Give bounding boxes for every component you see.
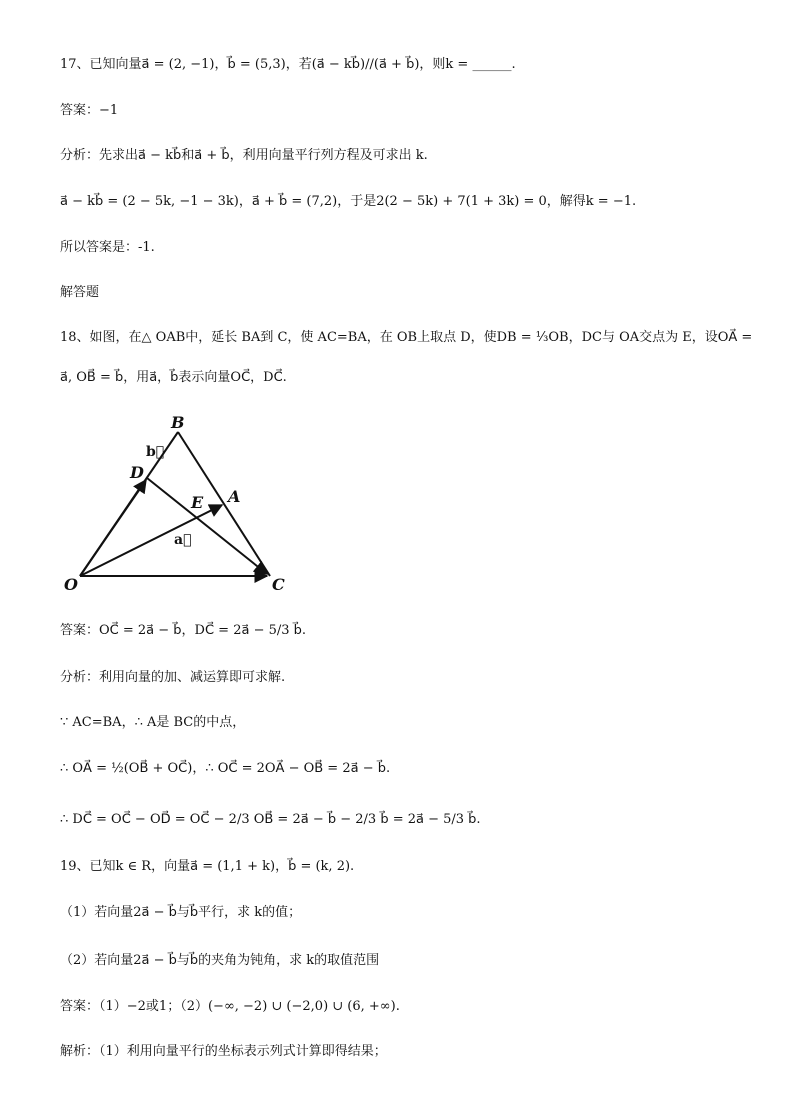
q17-work: a⃗ − kb⃗ = (2 − 5k, −1 − 3k)，a⃗ + b⃗ = (7,2)，于是2(2 − 5k) + 7(1 + 3k) = 0，解得k = −1. — [60, 194, 637, 209]
label-vec-a: a⃗ — [174, 532, 192, 548]
q17-answer: 答案：−1 — [60, 103, 119, 118]
label-D: D — [130, 463, 144, 482]
label-O: O — [64, 575, 78, 594]
section-title: 解答题 — [60, 285, 100, 300]
q19-question: 19、已知k ∈ R，向量a⃗ = (1,1 + k)，b⃗ = (k, 2). — [60, 859, 355, 874]
label-E: E — [191, 493, 204, 512]
q18-question-line2: a⃗, OB⃗ = b⃗，用a⃗，b⃗表示向量OC⃗，DC⃗. — [60, 370, 287, 385]
label-vec-b: b⃗ — [146, 444, 165, 460]
q18-question-line1: 18、如图，在△ OAB中，延长 BA到 C，使 AC=BA，在 OB上取点 D，使DB = ⅓OB，DC与 OA交点为 E，设OA⃗ = — [60, 330, 753, 345]
q18-analysis: 分析：利用向量的加、减运算即可求解. — [60, 670, 286, 685]
label-A: A — [228, 487, 241, 506]
q19-part2: （2）若向量2a⃗ − b⃗与b⃗的夹角为钝角，求 k的取值范围 — [60, 953, 380, 968]
vector-OA — [80, 505, 222, 576]
q17-analysis: 分析：先求出a⃗ − kb⃗和a⃗ + b⃗，利用向量平行列方程及可求出 k. — [60, 148, 428, 163]
q18-step1: ∵ AC=BA，∴ A是 BC的中点， — [60, 715, 246, 730]
q18-answer: 答案：OC⃗ = 2a⃗ − b⃗，DC⃗ = 2a⃗ − 5/3 b⃗. — [60, 623, 307, 638]
vector-DC — [147, 478, 267, 574]
q19-analysis: 解析：（1）利用向量平行的坐标表示列式计算即得结果； — [60, 1044, 387, 1059]
q19-part1: （1）若向量2a⃗ − b⃗与b⃗平行，求 k的值； — [60, 905, 302, 920]
q18-step2: ∴ OA⃗ = ½(OB⃗ + OC⃗)，∴ OC⃗ = 2OA⃗ − OB⃗ = 2a⃗ − b⃗. — [60, 761, 391, 776]
q18-step3: ∴ DC⃗ = OC⃗ − OD⃗ = OC⃗ − 2/3 OB⃗ = 2a⃗ − b⃗ − 2/3 b⃗ = 2a⃗ − 5/3 b⃗. — [60, 812, 481, 827]
triangle-figure — [58, 410, 298, 595]
q19-answer: 答案：（1）−2或1；（2）(−∞, −2) ∪ (−2,0) ∪ (6, +∞). — [60, 999, 400, 1014]
vector-OD — [80, 480, 146, 576]
label-B: B — [171, 413, 185, 432]
label-C: C — [272, 575, 285, 594]
q17-conclusion: 所以答案是：-1. — [60, 240, 155, 255]
q17-question: 17、已知向量a⃗ = (2, −1)，b⃗ = (5,3)，若(a⃗ − kb⃗)//(a⃗ + b⃗)，则k = ______. — [60, 57, 516, 72]
